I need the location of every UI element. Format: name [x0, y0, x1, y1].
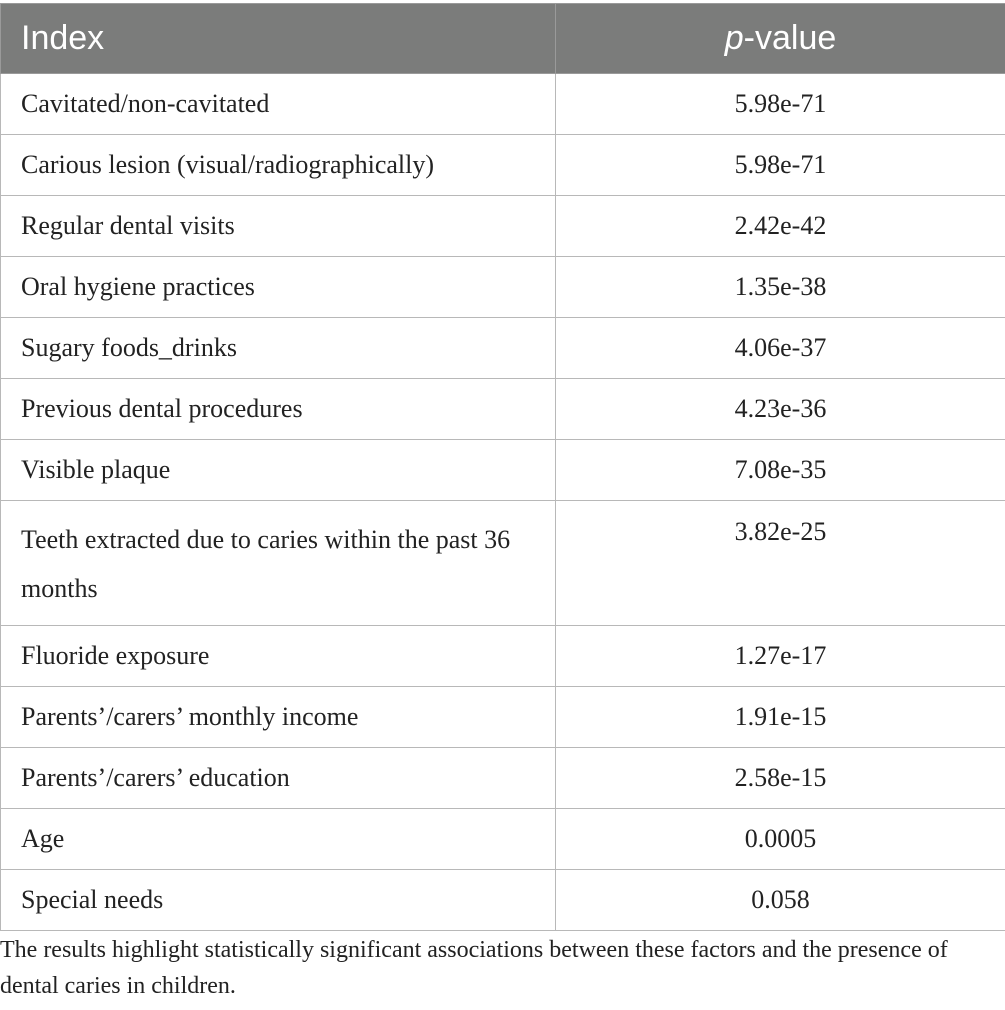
- table-row: [1, 74, 1005, 135]
- row-pvalue-cell: 4.06e-37: [556, 318, 1005, 379]
- table-row: [1, 870, 1005, 931]
- row-pvalue-cell: 1.35e-38: [556, 257, 1005, 318]
- row-index-cell: Fluoride exposure: [1, 626, 556, 687]
- header-pvalue: [556, 4, 1005, 74]
- row-pvalue-cell: 2.58e-15: [556, 748, 1005, 809]
- row-index-cell: Parents’/carers’ monthly income: [1, 687, 556, 748]
- row-pvalue-cell: 0.058: [556, 870, 1005, 931]
- row-index-cell: Cavitated/non-cavitated: [1, 74, 556, 135]
- table-row: [1, 318, 1005, 379]
- table-row: [1, 196, 1005, 257]
- table-row: [1, 440, 1005, 501]
- header-index: Index: [1, 4, 556, 74]
- table-footnote: The results highlight statistically significant associations between these factors and the presence of dental caries in children.: [0, 937, 948, 999]
- row-pvalue-cell: 7.08e-35: [556, 440, 1005, 501]
- row-index-cell: Visible plaque: [1, 440, 556, 501]
- row-index-cell: Oral hygiene practices: [1, 257, 556, 318]
- row-pvalue-cell: 3.82e-25: [556, 501, 1005, 626]
- row-index-cell: Carious lesion (visual/radiographically): [1, 135, 556, 196]
- table-container: [0, 3, 1005, 931]
- row-pvalue-cell: 4.23e-36: [556, 379, 1005, 440]
- row-pvalue-cell: 2.42e-42: [556, 196, 1005, 257]
- row-index-cell: Parents’/carers’ education: [1, 748, 556, 809]
- header-pvalue-rest: -value: [743, 19, 837, 57]
- table-row: [1, 501, 1005, 626]
- header-pvalue-italic: p: [724, 19, 744, 57]
- table-row: [1, 626, 1005, 687]
- table-row: [1, 748, 1005, 809]
- row-index-cell: Sugary foods_drinks: [1, 318, 556, 379]
- table-row: [1, 809, 1005, 870]
- results-table: [0, 3, 1005, 931]
- row-index-cell: Special needs: [1, 870, 556, 931]
- row-index-cell: Teeth extracted due to caries within the past 36 months: [1, 501, 556, 626]
- table-row: [1, 257, 1005, 318]
- row-index-cell: Regular dental visits: [1, 196, 556, 257]
- table-header-row: [1, 4, 1005, 74]
- table-row: [1, 687, 1005, 748]
- row-pvalue-cell: 5.98e-71: [556, 74, 1005, 135]
- row-pvalue-cell: 0.0005: [556, 809, 1005, 870]
- row-pvalue-cell: 5.98e-71: [556, 135, 1005, 196]
- row-pvalue-cell: 1.91e-15: [556, 687, 1005, 748]
- row-index-cell: Previous dental procedures: [1, 379, 556, 440]
- table-row: [1, 379, 1005, 440]
- row-pvalue-cell: 1.27e-17: [556, 626, 1005, 687]
- row-index-cell: Age: [1, 809, 556, 870]
- table-row: [1, 135, 1005, 196]
